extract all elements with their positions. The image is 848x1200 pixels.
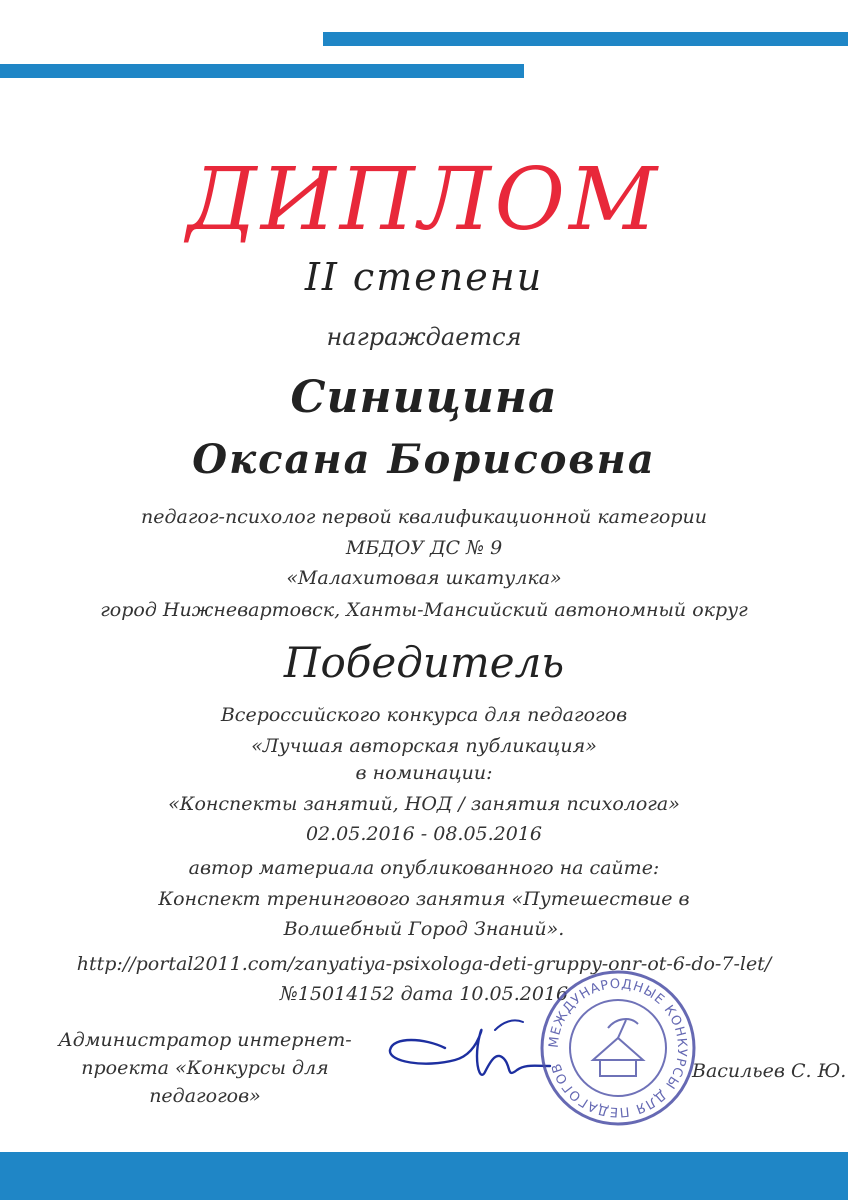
admin-caption [50, 1026, 360, 1110]
institution-name-line: «Малахитовая шкатулка» [286, 567, 562, 589]
top-left-accent-bar [0, 64, 524, 78]
winner-label: Победитель [283, 638, 565, 687]
admin-line: проекта «Конкурсы для [81, 1057, 329, 1079]
city-line: город Нижневартовск, Ханты-Мансийский автономный округ [100, 599, 748, 621]
certificate-number-date: №15014152 дата 10.05.2016 [279, 983, 569, 1005]
position-line: педагог-психолог первой квалификационной категории [141, 506, 707, 528]
awarded-label: награждается [326, 323, 522, 351]
contest-line: Всероссийского конкурса для педагогов [220, 704, 628, 726]
stamp-seal [538, 968, 698, 1128]
recipient-given-names: Оксана Борисовна [192, 436, 656, 483]
top-right-accent-bar [323, 32, 848, 46]
stamp-text: МЕЖДУНАРОДНЫЕ КОНКУРСЫ ДЛЯ ПЕДАГОГОВ [546, 976, 690, 1120]
material-title-line-2: Волшебный Город Знаний». [283, 918, 565, 940]
recipient-surname: Синицина [290, 372, 558, 423]
degree-label: II степени [304, 255, 544, 299]
institution-line: МБДОУ ДС № 9 [345, 537, 503, 559]
svg-text:МЕЖДУНАРОДНЫЕ КОНКУРСЫ ДЛЯ ПЕД [547, 977, 689, 1119]
material-title-line-1: Конспект тренингового занятия «Путешествие в [158, 888, 690, 910]
contest-title-line: «Лучшая авторская публикация» [251, 735, 597, 757]
nomination-name: «Конспекты занятий, НОД / занятия психолога» [168, 793, 680, 815]
published-author-label: автор материала опубликованного на сайте: [188, 857, 660, 879]
material-url: http://portal2011.com/zanyatiya-psixologa-deti-gruppy-onr-ot-6-do-7-let/ [76, 953, 772, 975]
admin-line: педагогов» [149, 1085, 261, 1107]
bottom-accent-bar [0, 1152, 848, 1200]
contest-dates: 02.05.2016 - 08.05.2016 [305, 823, 543, 845]
signer-name: Васильев С. Ю. [692, 1060, 847, 1082]
signature-mark [385, 1010, 555, 1090]
nomination-label: в номинации: [355, 762, 493, 784]
admin-line: Администратор интернет- [58, 1029, 352, 1051]
diploma-title: ДИПЛОМ [186, 150, 662, 250]
